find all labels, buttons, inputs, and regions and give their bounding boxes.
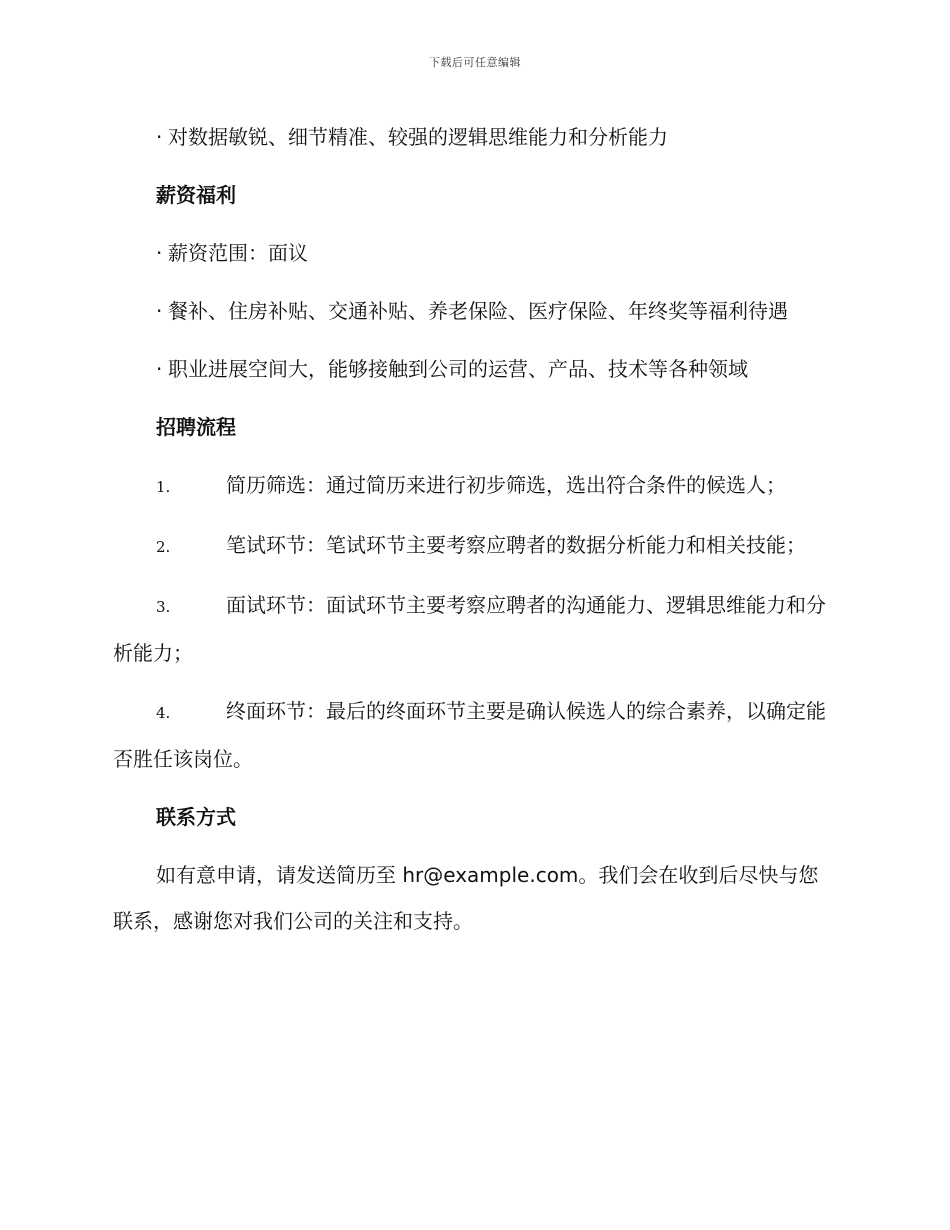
- bullet-mark: ·: [156, 299, 163, 323]
- process-step-3: [113, 582, 833, 676]
- step-text: 简历筛选：通过简历来进行初步筛选，选出符合条件的候选人；: [226, 473, 786, 497]
- step-number: 3.: [156, 598, 171, 616]
- bullet-mark: ·: [156, 241, 163, 265]
- heading-recruitment-process: 招聘流程: [156, 415, 236, 439]
- step-text: 笔试环节：笔试环节主要考察应聘者的数据分析能力和相关技能；: [226, 533, 806, 557]
- heading-contact: 联系方式: [156, 805, 236, 829]
- bullet-mark: ·: [156, 125, 163, 149]
- step-number: 1.: [156, 478, 171, 496]
- heading-salary-benefits: 薪资福利: [156, 183, 236, 207]
- bullet-text: 薪资范围：面议: [168, 241, 308, 265]
- bullet-career-growth: [113, 346, 833, 392]
- step-text: 面试环节：面试环节主要考察应聘者的沟通能力、逻辑思维能力和分析能力；: [113, 593, 826, 665]
- step-text: 终面环节：最后的终面环节主要是确认候选人的综合素养，以确定能否胜任该岗位。: [113, 699, 826, 771]
- bullet-requirement-data: [113, 114, 833, 160]
- step-number: 2.: [156, 538, 171, 556]
- step-number: 4.: [156, 704, 171, 722]
- contact-email-link[interactable]: hr@example.com: [402, 863, 579, 887]
- contact-paragraph: [113, 852, 833, 944]
- bullet-salary-range: [113, 230, 833, 276]
- bullet-mark: ·: [156, 357, 163, 381]
- process-step-2: [113, 522, 833, 570]
- header-note: 下载后可任意编辑: [429, 56, 521, 69]
- process-step-4: [113, 688, 833, 782]
- process-step-1: [113, 462, 833, 510]
- bullet-text: 餐补、住房补贴、交通补贴、养老保险、医疗保险、年终奖等福利待遇: [168, 299, 788, 323]
- bullet-benefits: [113, 288, 833, 334]
- contact-text-pre: 如有意申请，请发送简历至: [156, 863, 403, 887]
- bullet-text: 对数据敏锐、细节精准、较强的逻辑思维能力和分析能力: [168, 125, 668, 149]
- bullet-text: 职业进展空间大，能够接触到公司的运营、产品、技术等各种领域: [168, 357, 748, 381]
- contact-text-post: 。我们会在收到后尽快与您联系，感谢您对我们公司的关注和支持。: [113, 863, 819, 933]
- document-body: [113, 114, 833, 944]
